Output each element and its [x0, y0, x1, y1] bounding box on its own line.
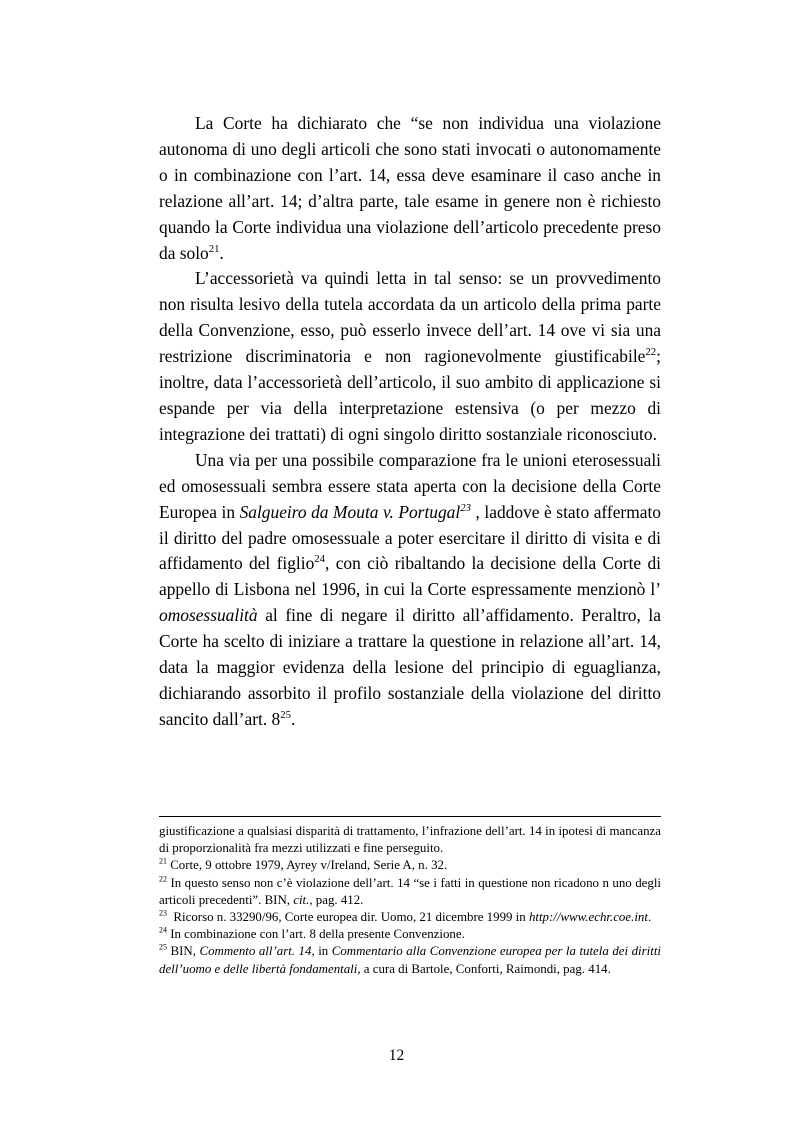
- footnote-25-title-commento: Commento all’art. 14,: [199, 944, 315, 959]
- footnote-21-text: Corte, 9 ottobre 1979, Ayrey v/Ireland, Serie A, n. 32.: [166, 858, 448, 873]
- footnotes: [159, 823, 661, 978]
- footnote-24-text: In combinazione con l’art. 8 della presente Convenzione.: [166, 927, 465, 942]
- footnote-23-tail: .: [647, 910, 652, 925]
- footnote-21-number: 21: [159, 857, 167, 867]
- footnote-25: [159, 943, 661, 977]
- footnote-ref-24: 24: [314, 553, 326, 566]
- footnote-22-text: In questo senso non c’è violazione dell’art. 14 “se i fatti in questione non ricadono n uno degli articoli precedenti”. BIN,: [159, 875, 661, 907]
- paragraph-3-text-b: , laddove è stato affermato il diritto del padre omosessuale a poter esercitare il diritto di visita e di affidamento del figlio: [159, 501, 661, 574]
- footnote-23-link[interactable]: http://www.echr.coe.int: [528, 910, 648, 925]
- footnote-23-text: Ricorso n. 33290/96, Corte europea dir. Uomo, 21 dicembre 1999 in: [166, 910, 529, 925]
- footnote-24-number: 24: [159, 925, 167, 935]
- emphasis-omosessualita: omosessualità: [159, 605, 258, 626]
- paragraph-3-tail: .: [290, 708, 296, 729]
- paragraph-3-text: Una via per una possibile comparazione fra le unioni eterosessuali ed omosessuali sembra essere stata aperta con la decisione della Corte Europea in: [159, 449, 661, 522]
- paragraph-2-text: L’accessorietà va quindi letta in tal senso: se un provvedimento non risulta lesivo della tutela accordata da un articolo della prima parte della Convenzione, esso, può esserlo invece dell’art. 14 ove vi sia una restrizione discriminatoria e non ragionevolmente giustificabile: [159, 268, 661, 367]
- footnote-25-tail: a cura di Bartole, Conforti, Raimondi, pag. 414.: [360, 961, 611, 976]
- footnote-22: [159, 875, 661, 909]
- footnote-separator: [159, 816, 661, 817]
- footnote-23: [159, 909, 661, 926]
- footnote-23-number: 23: [159, 908, 167, 918]
- body-text: [159, 111, 661, 733]
- footnote-25-mid: in: [314, 944, 332, 959]
- paragraph-2: [159, 266, 661, 447]
- footnote-25-text: BIN,: [166, 944, 200, 959]
- paragraph-2-tail: ; inoltre, data l’accessorietà dell’articolo, il suo ambito di applicazione si espande per via della interpretazione estensiva (o per mezzo di integrazione dei trattati) di ogni singolo diritto sostanziale riconosciuto.: [159, 346, 661, 444]
- page-number: 12: [388, 1047, 405, 1064]
- paragraph-3-text-c: , con ciò ribaltando la decisione della Corte di appello di Lisbona nel 1996, in cui la Corte espressamente menzionò l’: [159, 553, 661, 600]
- paragraph-1-tail: .: [219, 242, 224, 263]
- footnote-ref-25: 25: [280, 709, 291, 722]
- paragraph-3-text-d: al fine di negare il diritto all’affidamento. Peraltro, la Corte ha scelto di iniziare a trattare la questione in relazione all’art. 14, data la maggior evidenza della lesione del principio di eguaglianza, dichiarando assorbito il profilo sostanziale della violazione del diritto sancito dall’art. 8: [159, 605, 661, 729]
- footnote-continuation: giustificazione a qualsiasi disparità di trattamento, l’infrazione dell’art. 14 in ipotesi di mancanza di proporzionalità fra mezzi utilizzati e fine perseguito.: [159, 824, 661, 856]
- footnote-ref-22: 22: [645, 346, 657, 359]
- footnote-21: [159, 857, 661, 874]
- footnote-25-title-commentario: Commentario alla Convenzione europea per la tutela dei diritti dell’uomo e delle libertà fondamentali,: [159, 944, 661, 976]
- footnote-22-number: 22: [159, 874, 167, 884]
- footnote-ref-23-num: 23: [460, 501, 471, 514]
- case-name: Salgueiro da Mouta v. Portugal: [239, 501, 461, 522]
- footnote-22-tail: pag. 412.: [312, 892, 364, 907]
- footnote-25-number: 25: [159, 943, 167, 953]
- footnote-ref-23: [460, 502, 471, 514]
- footnote-22-cit: cit.,: [293, 892, 313, 907]
- paragraph-3: [159, 448, 661, 733]
- paragraph-1: [159, 111, 661, 266]
- footnote-24: [159, 926, 661, 943]
- paragraph-1-text: La Corte ha dichiarato che “se non individua una violazione autonoma di uno degli articoli che sono stati invocati o autonomamente o in combinazione con l’art. 14, essa deve esaminare il caso anche in relazione all’art. 14; d’altra parte, tale esame in genere non è richiesto quando la Corte individua una violazione dell’articolo precedente preso da solo: [159, 113, 661, 263]
- footnote-ref-21: 21: [208, 242, 220, 255]
